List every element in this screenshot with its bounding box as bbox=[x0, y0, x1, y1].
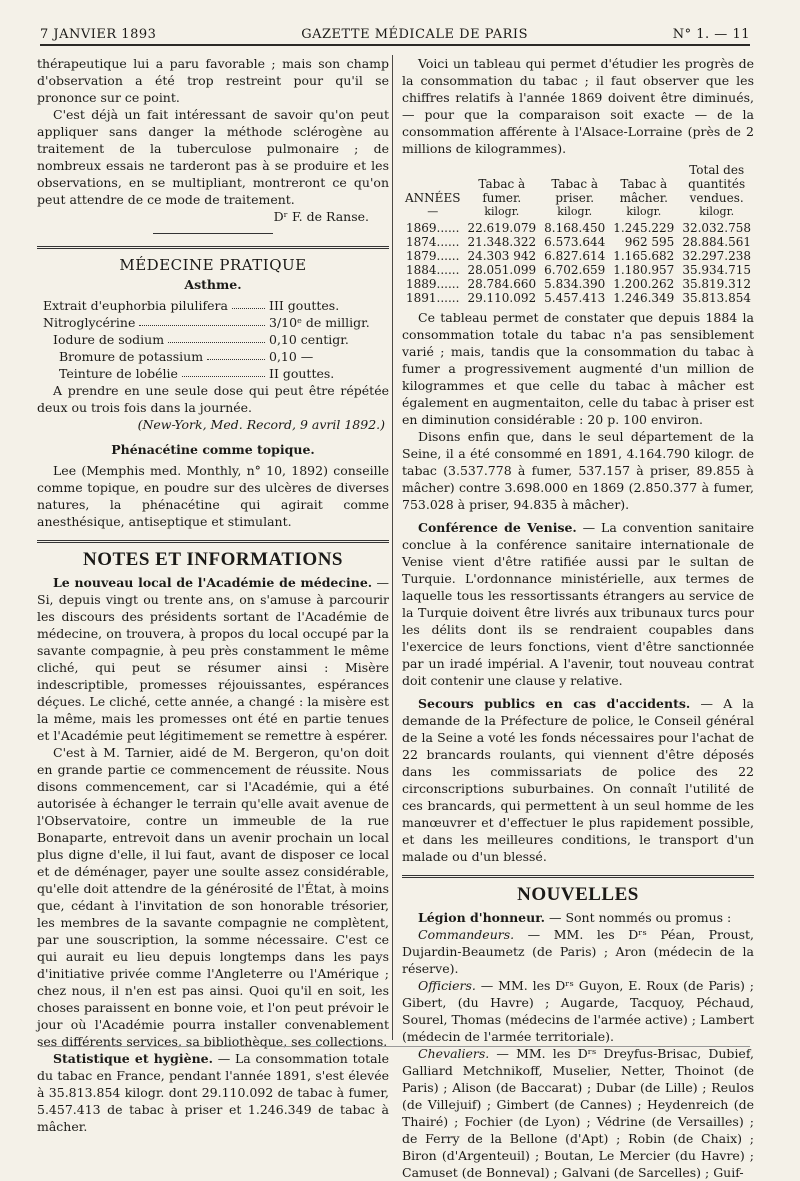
table-row bbox=[402, 249, 755, 263]
nouvelles-title: NOUVELLES bbox=[517, 884, 639, 905]
table-cell: 35.819.312 bbox=[682, 277, 752, 291]
table-cell: 1869...... bbox=[406, 221, 460, 235]
prescription-line bbox=[37, 314, 389, 331]
table-cell: 1879...... bbox=[406, 249, 460, 263]
right-column bbox=[402, 55, 754, 1181]
legion-paragraph bbox=[402, 909, 754, 926]
academie-paragraph bbox=[37, 574, 389, 744]
table-cell: 6.573.644 bbox=[544, 235, 606, 249]
table-header-cell: Tabac à mâcher. bbox=[619, 177, 668, 205]
seine-paragraph: Disons enfin que, dans le seul département de la Seine, il a été consommé en 1891, 4.164.790 kilogr. de tabac (3.537.778 à fumer, 537.157 à priser, 89.855 à mâcher) contre 3.698.000 en 1869 (2.850.377 à fumer, 753.028 à priser, 94.835 à mâcher). bbox=[402, 429, 754, 512]
secours-paragraph bbox=[402, 695, 754, 865]
prescription-note: A prendre en une seule dose qui peut être répétée deux ou trois fois dans la journée. bbox=[37, 383, 389, 415]
article-signature: Dʳ F. de Ranse. bbox=[273, 209, 369, 224]
table-comment: Ce tableau permet de constater que depuis 1884 la consommation totale du tabac n'a pas sensiblement varié ; mais, tandis que la consommation du tabac à fumer a progressivement augmenté d'un million de kilogrammes et que celle du tabac à mâcher est également en augmentaiton, celle du tabac à priser est en diminution considérable : 20 p. 100 environ. bbox=[402, 310, 754, 427]
prescription-dose: 0,10 — bbox=[269, 349, 314, 364]
statistique-paragraph bbox=[37, 1050, 389, 1135]
table-cell: 28.784.660 bbox=[467, 277, 537, 291]
prescription-name: Nitroglycérine bbox=[43, 315, 136, 330]
chevaliers-label: Chevaliers. bbox=[418, 1046, 490, 1061]
page-header bbox=[40, 20, 750, 42]
table-unit-cell: kilogr. bbox=[557, 205, 593, 218]
venise-text: — La convention sanitaire conclue à la conférence sanitaire internationale de Venise vient d'être ratifiée aussi par le sultan de Turquie. L'ordonnance ministérielle, aux termes de laquelle tous les ressortissants étrangers au service de la Turquie doivent être livrés aux tribunaux turcs pour les délits dont ils se rendraient coupables dans l'exercice de leurs fonctions, vient d'être sanctionnée par un iradé impérial. A l'avenir, tout nouveau contrat doit contenir une clause y relative. bbox=[402, 520, 755, 688]
tabac-table bbox=[402, 163, 755, 305]
table-header-cell: ANNÉES bbox=[405, 191, 461, 205]
table-cell: 8.168.450 bbox=[544, 221, 606, 235]
table-cell: 32.297.238 bbox=[682, 249, 752, 263]
phenacetine-text: Lee (Memphis med. Monthly, n° 10, 1892) conseille comme topique, en poudre sur des ulcères de diverses natures, la phénacétine qui agirait comme anesthésique, antiseptique et stimulant. bbox=[37, 463, 389, 529]
table-cell: 1.245.229 bbox=[613, 221, 675, 235]
officiers-label: Officiers. bbox=[418, 978, 476, 993]
chevaliers-text: — MM. les Dʳˢ Dreyfus-Brisac, Dubief, Galliard Metchnikoff, Muselier, Netter, Thoinot (de Paris) ; Alison (de Baccarat) ; Dubar (de Lille) ; Reulos (de Villejuif) ; Gimbert (de Cannes) ; Heydenreich (de Thairé) ; Fochier (de Lyon) ; Védrine (de Versailles) ; de Ferry de la Bellone (d'Apt) ; Robin (de Chaix) ; Biron (d'Argenteuil) ; Boutan, Le Mercier (du Havre) ; Camuset (de Bonneval) ; Galvani (de Sarcelles) ; Guif- bbox=[402, 1046, 754, 1180]
table-unit-cell: — bbox=[427, 205, 439, 218]
column-divider bbox=[392, 55, 393, 1040]
table-header-cell: Total des quantités vendues. bbox=[688, 163, 746, 205]
chevaliers-paragraph bbox=[402, 1045, 754, 1181]
table-cell: 1.200.262 bbox=[613, 277, 675, 291]
table-header-row bbox=[402, 163, 755, 205]
section-divider bbox=[153, 233, 273, 234]
prescription-name: Extrait d'euphorbia pilulifera bbox=[43, 298, 228, 313]
table-cell: 6.827.614 bbox=[544, 249, 606, 263]
prescription-dose: 0,10 centigr. bbox=[269, 332, 349, 347]
prescription-line bbox=[37, 297, 389, 314]
table-row bbox=[402, 221, 755, 235]
legion-heading: Légion d'honneur. bbox=[418, 910, 546, 925]
asthme-title: Asthme. bbox=[184, 277, 242, 292]
phenacetine-title: Phénacétine comme topique. bbox=[111, 442, 315, 457]
table-cell: 962 595 bbox=[624, 235, 675, 249]
venise-paragraph bbox=[402, 519, 754, 689]
prescription-name: Iodure de sodium bbox=[53, 332, 165, 347]
bottom-rule bbox=[40, 1046, 750, 1047]
table-cell: 1.165.682 bbox=[613, 249, 675, 263]
intro-paragraph-1: thérapeutique lui a paru favorable ; mais son champ d'observation a été trop restreint pour qu'il se prononce sur ce point. bbox=[37, 56, 389, 105]
commandeurs-label: Commandeurs. bbox=[418, 927, 515, 942]
prescription-reference: (New-York, Med. Record, 9 avril 1892.) bbox=[137, 417, 385, 432]
table-cell: 35.934.715 bbox=[682, 263, 752, 277]
table-cell: 1889...... bbox=[406, 277, 460, 291]
table-cell: 1.180.957 bbox=[613, 263, 675, 277]
secours-text: — A la demande de la Préfecture de police, le Conseil général de la Seine a voté les fonds nécessaires pour l'achat de 22 brancards roulants, qui viennent d'être déposés dans les commissariats de police des 22 circonscriptions suburbaines. On connaît l'utilité de ces brancards, qui permettent à un seul homme de les manœuvrer et d'effectuer le plus rapidement possible, et dans les meilleures conditions, le transport d'un malade ou d'un blessé. bbox=[402, 696, 754, 864]
table-row bbox=[402, 277, 755, 291]
table-cell: 35.813.854 bbox=[682, 291, 752, 305]
officiers-paragraph bbox=[402, 977, 754, 1045]
table-unit-cell: kilogr. bbox=[484, 205, 520, 218]
commandeurs-paragraph bbox=[402, 926, 754, 977]
table-cell: 6.702.659 bbox=[544, 263, 606, 277]
table-cell: 1874...... bbox=[406, 235, 460, 249]
medecine-pratique-title: MÉDECINE PRATIQUE bbox=[119, 256, 307, 274]
prescription-line bbox=[37, 365, 389, 382]
academie-heading: Le nouveau local de l'Académie de médecine. bbox=[53, 575, 373, 590]
prescription-name: Teinture de lobélie bbox=[59, 366, 178, 381]
venise-heading: Conférence de Venise. bbox=[418, 520, 577, 535]
prescription-dose: 3/10ᵉ de milligr. bbox=[269, 315, 370, 330]
table-cell: 1.246.349 bbox=[613, 291, 675, 305]
table-cell: 5.457.413 bbox=[544, 291, 606, 305]
table-header-cell: Tabac à priser. bbox=[551, 177, 599, 205]
commandeurs-text: — MM. les Dʳˢ Péan, Proust, Dujardin-Beaumetz (de Paris) ; Aron (médecin de la réserve). bbox=[402, 927, 754, 976]
table-cell: 22.619.079 bbox=[467, 221, 537, 235]
academie-paragraph-2: C'est à M. Tarnier, aidé de M. Bergeron, qu'on doit en grande partie ce commencement de réussite. Nous disons commencement, car si l'Académie, qui a été autorisée à échanger le terrain qu'elle avait avenue de l'Observatoire, contre un immeuble de la rue Bonaparte, entrevoit dans un avenir prochain un local plus digne d'elle, il lui faut, avant de disposer ce local et de déménager, payer une soulte assez considérable, qu'elle doit attendre de la générosité de l'État, à moins que, cédant à l'invitation de son honorable trésorier, les membres de la savante compagnie ne complètent, par une souscription, la somme nécessaire. C'est ce qui aurait eu lieu depuis longtemps dans les pays d'initiative privée comme l'Angleterre ou l'Amérique ; chez nous, il n'en est pas ainsi. Quoi qu'il en soit, les choses paraissent en bonne voie, et l'on peut prévoir le jour où l'Académie pourra installer convenablement ses différents services, sa bibliothèque, ses collections. bbox=[37, 745, 389, 1049]
prescription-line bbox=[37, 331, 389, 348]
section-rule bbox=[402, 875, 754, 878]
table-cell: 5.834.390 bbox=[544, 277, 606, 291]
table-row bbox=[402, 291, 755, 305]
prescription-dose: III gouttes. bbox=[269, 298, 340, 313]
table-cell: 24.303 942 bbox=[467, 249, 537, 263]
tabac-intro: Voici un tableau qui permet d'étudier les progrès de la consommation du tabac ; il faut observer que les chiffres relatifs à l'année 1869 doivent être diminués, — pour que la comparaison soit exacte — de la consommation afférente à l'Alsace-Lorraine (près de 2 millions de kilogrammes). bbox=[402, 56, 754, 156]
table-row bbox=[402, 263, 755, 277]
header-rule bbox=[40, 44, 750, 46]
secours-heading: Secours publics en cas d'accidents. bbox=[418, 696, 691, 711]
table-units-row bbox=[402, 205, 755, 221]
table-unit-cell: kilogr. bbox=[626, 205, 662, 218]
officiers-text: — MM. les Dʳˢ Guyon, E. Roux (de Paris) ; Gibert, (du Havre) ; Augarde, Tacquoy, Péchaud, Sourel, Thomas (médecins de l'armée active) ; Lambert (médecin de l'armée territoriale). bbox=[402, 978, 754, 1044]
notes-informations-title: NOTES ET INFORMATIONS bbox=[82, 549, 343, 570]
prescription-line bbox=[37, 348, 389, 365]
table-cell: 1884...... bbox=[406, 263, 460, 277]
table-cell: 21.348.322 bbox=[467, 235, 537, 249]
table-cell: 32.032.758 bbox=[682, 221, 752, 235]
table-cell: 29.110.092 bbox=[467, 291, 537, 305]
table-cell: 28.884.561 bbox=[682, 235, 752, 249]
table-row bbox=[402, 235, 755, 249]
section-rule bbox=[37, 540, 389, 543]
intro-paragraph-2: C'est déjà un fait intéressant de savoir qu'on peut appliquer sans danger la méthode sclérogène au traitement de la tuberculose pulmonaire ; de nombreux essais ne tarderont pas à se produire et les observations, en se multipliant, montreront ce qu'on peut attendre de ce mode de traitement. bbox=[37, 107, 389, 207]
prescription-dose: II gouttes. bbox=[269, 366, 335, 381]
header-date: 7 JANVIER 1893 bbox=[40, 27, 157, 42]
table-header-cell: Tabac à fumer. bbox=[478, 177, 526, 205]
statistique-heading: Statistique et hygiène. bbox=[53, 1051, 213, 1066]
legion-text: — Sont nommés ou promus : bbox=[545, 910, 732, 925]
academie-text: — Si, depuis vingt ou trente ans, on s'amuse à parcourir les discours des présidents sortant de l'Académie de médecine, on trouvera, à propos du local occupé par la savante compagnie, à peu près constamment le même cliché, qui peut se résumer ainsi : Misère indescriptible, promesses réjouissantes, espérances déçues. Le cliché, cette année, a changé : la misère est la même, mais les promesses ont été en partie tenues et l'Académie peut légitimement se remettre à espérer. bbox=[37, 575, 389, 743]
prescription-name: Bromure de potassium bbox=[59, 349, 204, 364]
table-unit-cell: kilogr. bbox=[699, 205, 735, 218]
section-rule bbox=[37, 246, 389, 249]
left-column bbox=[37, 55, 389, 1135]
statistique-text: — La consommation totale du tabac en France, pendant l'année 1891, s'est élevée à 35.813.854 kilogr. dont 29.110.092 de tabac à fumer, 5.457.413 de tabac à priser et 1.246.349 de tabac à mâcher. bbox=[37, 1051, 389, 1134]
table-cell: 28.051.099 bbox=[467, 263, 537, 277]
header-title: GAZETTE MÉDICALE DE PARIS bbox=[301, 27, 528, 42]
header-number: N° 1. — 11 bbox=[672, 27, 750, 42]
table-cell: 1891...... bbox=[406, 291, 460, 305]
